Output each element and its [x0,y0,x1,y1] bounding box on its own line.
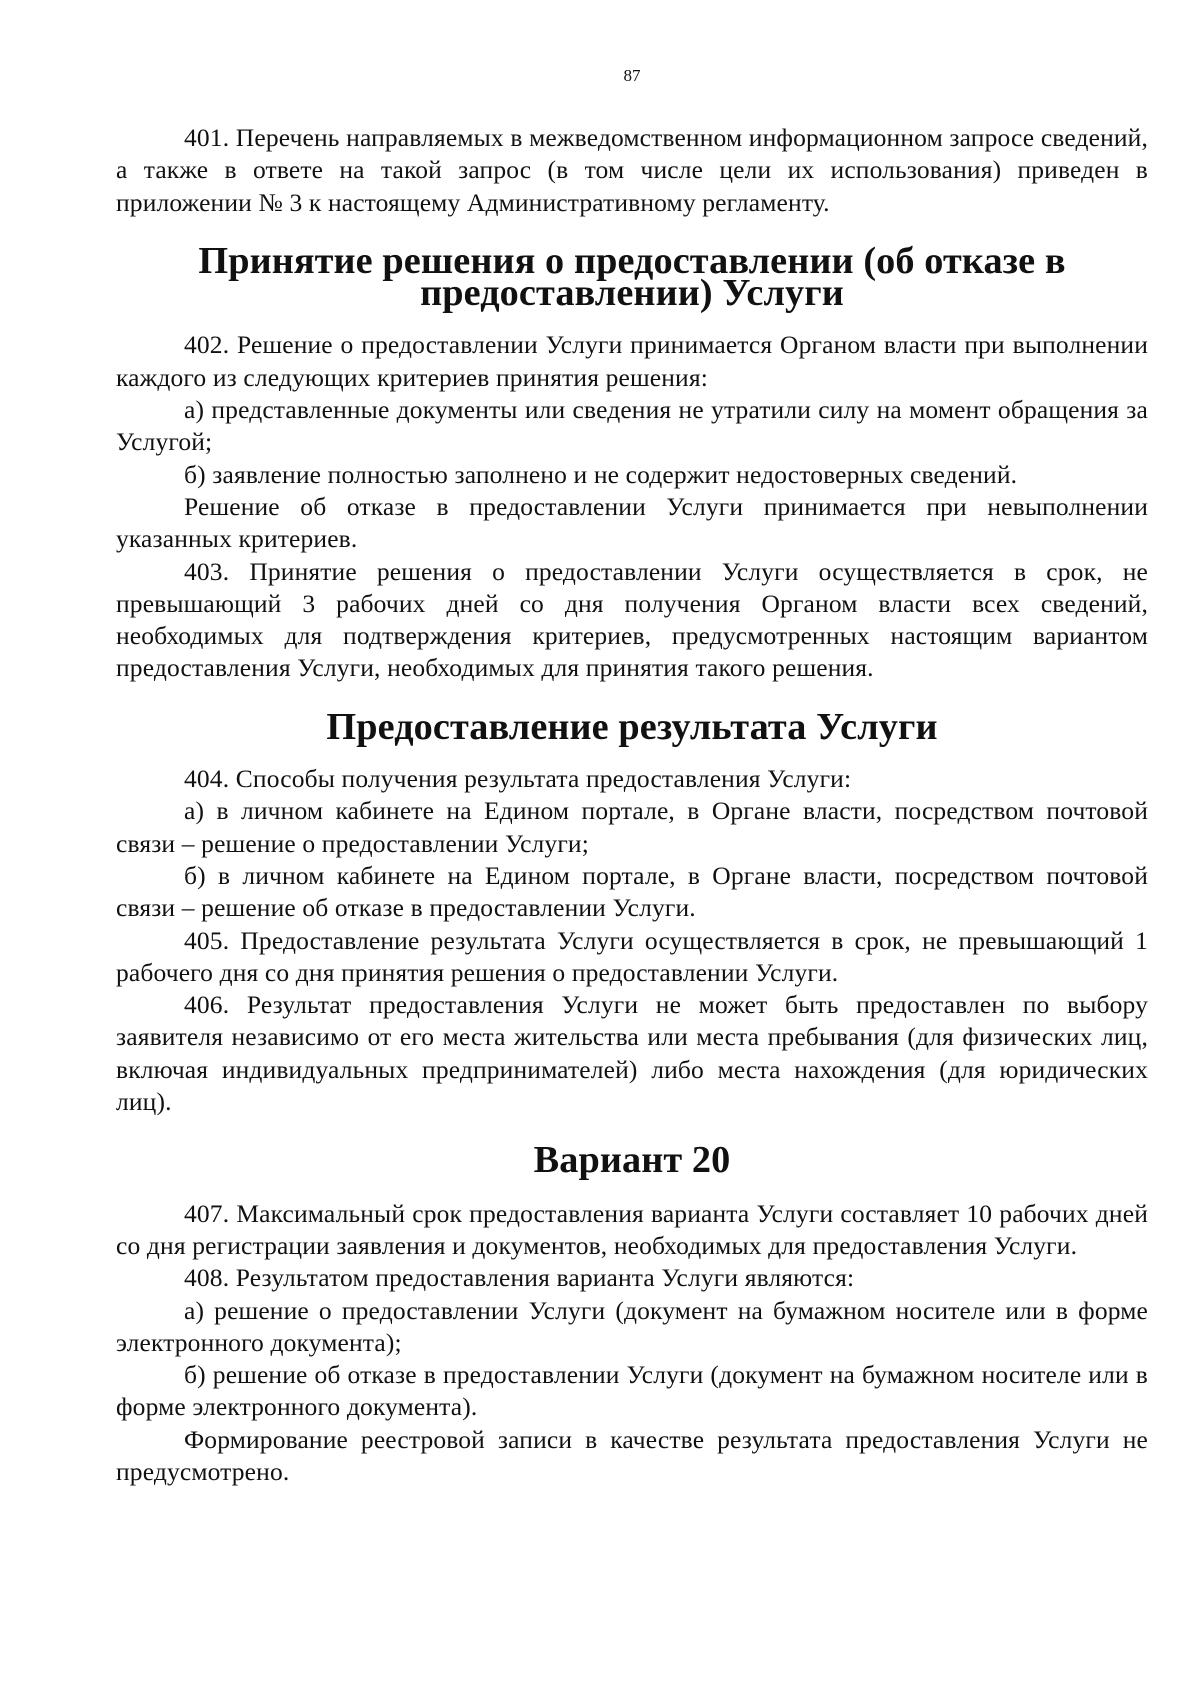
paragraph-404-b: б) в личном кабинете на Едином портале, в Органе власти, посредством почтовой связи – решение об отказе в предоставлении Услуги. [116,860,1148,923]
heading-variant: Вариант 20 [533,1139,731,1182]
paragraph-402-refusal: Решение об отказе в предоставлении Услуги принимается при невыполнении указанных критериев. [116,491,1148,554]
paragraph-408-a: а) решение о предоставлении Услуги (документ на бумажном носителе или в форме электронного документа); [116,1295,1148,1357]
paragraph-403: 403. Принятие решения о предоставлении Услуги осуществляется в срок, не превышающий 3 рабочих дней со дня получения Органом власти всех сведений, необходимых для подтверждения критериев, предусмотренных настоящим вариантом предоставления Услуги, необходимых для принятия такого решения. [116,556,1148,683]
paragraph-404: 404. Способы получения результата предоставления Услуги: [184,764,852,794]
paragraph-408-b: б) решение об отказе в предоставлении Услуги (документ на бумажном носителе или в форме электронного документа). [116,1360,1148,1422]
paragraph-408: 408. Результатом предоставления варианта Услуги являются: [184,1263,855,1293]
paragraph-408-registry: Формирование реестровой записи в качестве результата предоставления Услуги не предусмотрено. [116,1424,1148,1486]
paragraph-407: 407. Максимальный срок предоставления варианта Услуги составляет 10 рабочих дней со дня регистрации заявления и документов, необходимых для предоставления Услуги. [116,1198,1148,1260]
document-page [116,64,1148,1488]
paragraph-402: 402. Решение о предоставлении Услуги принимается Органом власти при выполнении каждого из следующих критериев принятия решения: [116,330,1148,392]
paragraph-401: 401. Перечень направляемых в межведомственном информационном запросе сведений, а также в ответе на такой запрос (в том числе цели их использования) приведен в приложении № 3 к настоящему Административному регламенту. [116,123,1148,217]
paragraph-402-a: а) представленные документы или сведения не утратили силу на момент обращения за Услугой; [116,395,1148,457]
heading-decision: Принятие решения о предоставлении (об отказе в предоставлении) Услуги [198,239,1066,315]
paragraph-404-a: а) в личном кабинете на Едином портале, в Органе власти, посредством почтовой связи – решение о предоставлении Услуги; [116,796,1148,858]
paragraph-402-b: б) заявление полностью заполнено и не содержит недостоверных сведений. [184,459,1018,489]
paragraph-405: 405. Предоставление результата Услуги осуществляется в срок, не превышающий 1 рабочего дня со дня принятия решения о предоставлении Услуги. [116,925,1148,987]
heading-result: Предоставление результата Услуги [326,705,938,748]
page-number: 87 [623,66,641,85]
paragraph-406: 406. Результат предоставления Услуги не может быть предоставлен по выбору заявителя независимо от его места жительства или места пребывания (для физических лиц, включая индивидуальных предпринимателей) либо места нахождения (для юридических лиц). [116,990,1148,1117]
